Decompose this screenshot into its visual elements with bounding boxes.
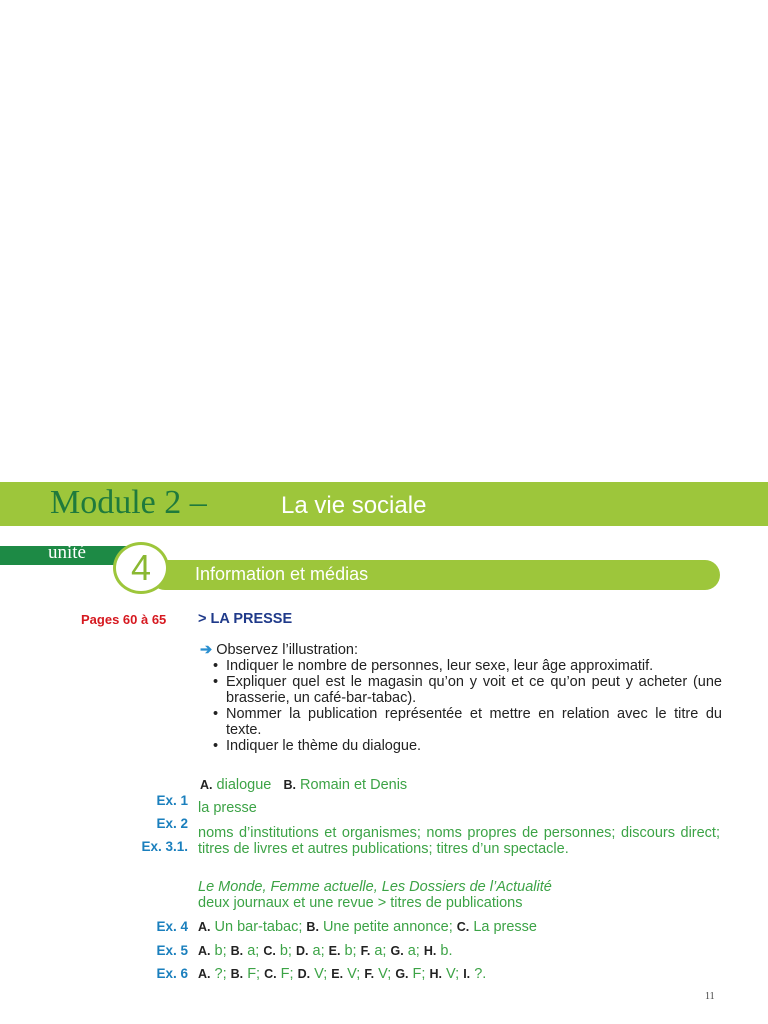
answer-label: B. <box>306 920 319 934</box>
answer-value: b; <box>214 943 227 959</box>
exercise-3-titles: Le Monde, Femme actuelle, Les Dossiers de l’Actualité <box>198 879 552 895</box>
answer-label: A. <box>198 967 211 981</box>
observation-bullets <box>200 658 722 754</box>
answer-value: Romain et Denis <box>299 777 408 793</box>
observation-intro-text: Observez l’illustration: <box>216 642 359 658</box>
unit-word: unité <box>48 542 86 563</box>
exercise-5-answers <box>198 943 452 959</box>
section-title: > LA PRESSE <box>198 611 293 627</box>
pages-reference: Pages 60 à 65 <box>81 612 167 627</box>
module-dash: – <box>189 484 207 521</box>
exercise-label-3-1: Ex. 3.1. <box>141 839 188 854</box>
exercise-label-2: Ex. 2 <box>156 816 188 831</box>
answer-label: B. <box>230 944 244 958</box>
answer-label: F. <box>364 967 375 981</box>
answer-label: G. <box>395 967 409 981</box>
module-number: 2 <box>164 484 182 521</box>
answer-value: Une petite annonce; <box>322 919 453 935</box>
answer-label: E. <box>328 944 341 958</box>
answer-label: G. <box>390 944 404 958</box>
answer-label: B. <box>230 967 244 981</box>
answer-value: a; <box>407 943 420 959</box>
answer-label: D. <box>295 944 309 958</box>
answer-value: V; <box>314 966 328 982</box>
module-word: Module <box>50 484 156 521</box>
exercise-2-answer: noms d’institutions et organismes; noms propres de personnes; discours direct; titres de livres et autres publications; titres d’un spectacle. <box>198 825 720 857</box>
exercise-4-answers <box>198 919 537 935</box>
answer-label: E. <box>331 967 344 981</box>
answer-value: Un bar-tabac; <box>214 919 303 935</box>
answer-value: ?. <box>474 966 487 982</box>
answer-value: b; <box>344 943 357 959</box>
observation-intro <box>200 642 722 658</box>
exercise-label-4: Ex. 4 <box>156 919 188 934</box>
answer-value: b. <box>440 943 453 959</box>
answer-label: B. <box>283 778 296 792</box>
bullet-item: • Nommer la publication représentée et mettre en relation avec le titre du texte. <box>200 706 722 738</box>
bullet-item: • Indiquer le thème du dialogue. <box>200 738 722 754</box>
exercise-3-answer: deux journaux et une revue > titres de publications <box>198 895 523 911</box>
answer-value: La presse <box>473 919 537 935</box>
answer-value: V; <box>446 966 460 982</box>
answer-value: V; <box>378 966 392 982</box>
answer-label: D. <box>297 967 311 981</box>
answer-value: F; <box>280 966 294 982</box>
module-heading <box>50 484 207 522</box>
answer-label: A. <box>200 778 213 792</box>
answer-value: V; <box>347 966 361 982</box>
answer-label: C. <box>456 920 470 934</box>
answer-label: A. <box>198 920 211 934</box>
unit-title: Information et médias <box>195 564 369 584</box>
exercise-label-5: Ex. 5 <box>156 943 188 958</box>
answer-label: F. <box>360 944 371 958</box>
answer-label: A. <box>198 944 211 958</box>
page-number: 11 <box>705 991 715 1002</box>
answer-value: a; <box>247 943 260 959</box>
answer-label: H. <box>429 967 442 981</box>
answer-label: C. <box>263 944 276 958</box>
answer-value: F; <box>247 966 261 982</box>
exercise-label-1: Ex. 1 <box>156 793 188 808</box>
exercise-1-answer: la presse <box>198 800 257 816</box>
answer-value: F; <box>412 966 426 982</box>
answer-value: a; <box>312 943 325 959</box>
answer-value: dialogue <box>216 777 272 793</box>
answer-label: I. <box>463 967 471 981</box>
bullet-item: • Indiquer le nombre de personnes, leur sexe, leur âge approximatif. <box>200 658 722 674</box>
module-title: La vie sociale <box>281 492 427 519</box>
unit-number-badge: 4 <box>113 542 169 594</box>
answer-value: ?; <box>214 966 227 982</box>
exercise-label-6: Ex. 6 <box>156 966 188 981</box>
exercise-6-answers <box>198 966 486 982</box>
answer-label: C. <box>264 967 277 981</box>
intro-answers <box>200 777 407 793</box>
answer-label: H. <box>423 944 437 958</box>
observation-instructions <box>200 642 722 754</box>
bullet-item: • Expliquer quel est le magasin qu’on y voit et ce qu’on peut y acheter (une brasserie, un café-bar-tabac). <box>200 674 722 706</box>
answer-value: a; <box>374 943 387 959</box>
arrow-circle-icon: ➔ <box>200 642 213 658</box>
answer-value: b; <box>279 943 292 959</box>
